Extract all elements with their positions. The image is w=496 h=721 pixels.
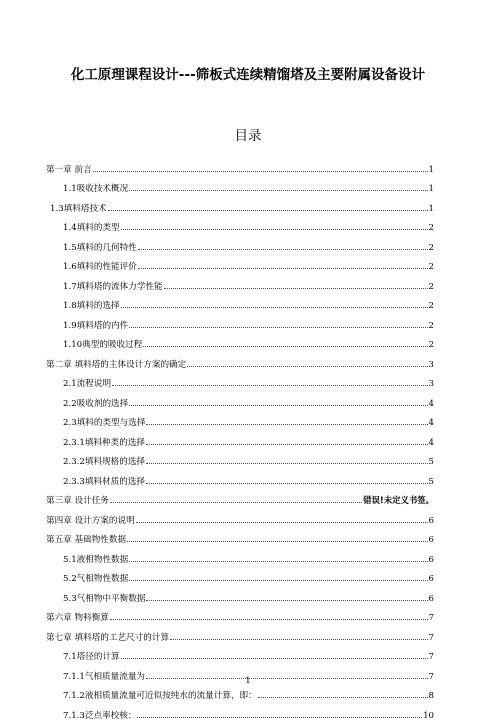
toc-entry-label: 7.1塔径的计算 bbox=[63, 652, 120, 662]
toc-entry-page: 1 bbox=[428, 203, 434, 214]
toc-entry-label: 1.7填料塔的流体力学性能 bbox=[63, 281, 163, 292]
toc-entry-page: 2 bbox=[428, 262, 434, 272]
toc-entry[interactable] bbox=[46, 701, 434, 721]
toc-entry-label: 第一章 前言 bbox=[46, 164, 92, 175]
toc-entry-label: 7.1.3泛点率校核： bbox=[63, 710, 137, 721]
toc-entry-page: 6 bbox=[428, 574, 434, 584]
toc-entry-page: 2 bbox=[428, 242, 434, 253]
toc-entry[interactable] bbox=[46, 526, 434, 546]
toc-heading: 目录 bbox=[234, 128, 262, 144]
toc-entry-label: 2.3.3填料材质的选择 bbox=[63, 476, 146, 487]
toc-entry[interactable] bbox=[46, 370, 434, 390]
toc-entry-label: 第四章 设计方案的说明 bbox=[46, 515, 135, 526]
toc-entry-page: 5 bbox=[428, 457, 434, 467]
toc-entry[interactable] bbox=[46, 389, 434, 409]
dot-leader bbox=[146, 462, 428, 464]
document-title: 化工原理课程设计---筛板式连续精馏塔及主要附属设备设计 bbox=[70, 68, 426, 83]
toc-entry-page: 6 bbox=[428, 535, 434, 545]
dot-leader bbox=[138, 248, 428, 250]
toc-entry-label: 第六章 物料衡算 bbox=[46, 613, 109, 623]
toc-entry[interactable] bbox=[46, 584, 434, 604]
toc-entry-page: 7 bbox=[428, 632, 434, 643]
toc-entry-page: 4 bbox=[428, 437, 434, 448]
toc-entry[interactable] bbox=[46, 409, 434, 429]
toc-entry-page: 6 bbox=[428, 554, 434, 565]
dot-leader bbox=[136, 521, 428, 523]
toc-entry[interactable] bbox=[46, 233, 434, 253]
toc-entry-label: 2.3填料的类型与选择 bbox=[63, 418, 146, 428]
dot-leader bbox=[93, 170, 428, 172]
toc-entry-page: 3 bbox=[428, 379, 434, 389]
dot-leader bbox=[129, 189, 427, 191]
toc-entry-label: 1.1吸收技术概况 bbox=[63, 184, 129, 194]
toc-entry-label: 1.9填料塔的内件 bbox=[63, 320, 129, 331]
toc-entry[interactable] bbox=[46, 155, 434, 175]
toc-entry[interactable] bbox=[46, 350, 434, 370]
dot-leader bbox=[164, 287, 428, 289]
toc-entry-page: 7 bbox=[428, 652, 434, 662]
toc-entry[interactable] bbox=[46, 487, 434, 507]
toc-entry-page: 7 bbox=[428, 613, 434, 623]
toc-entry[interactable] bbox=[46, 253, 434, 273]
toc-entry[interactable] bbox=[46, 604, 434, 624]
dot-leader bbox=[258, 696, 428, 698]
toc-entry[interactable] bbox=[46, 506, 434, 526]
toc-entry-page: 2 bbox=[428, 340, 434, 350]
toc-entry-page: 10 bbox=[423, 710, 434, 721]
toc-entry[interactable] bbox=[46, 311, 434, 331]
toc-entry-label: 第三章 设计任务 bbox=[46, 496, 109, 506]
dot-leader bbox=[129, 560, 427, 562]
toc-entry[interactable] bbox=[46, 565, 434, 585]
toc-entry-label: 1.3填料塔技术 bbox=[50, 203, 107, 214]
dot-leader bbox=[146, 482, 428, 484]
toc-entry-label: 5.1液相物性数据 bbox=[63, 554, 129, 565]
toc-entry-page: 4 bbox=[428, 398, 434, 409]
toc-entry[interactable] bbox=[46, 428, 434, 448]
toc-entry-page: 2 bbox=[428, 223, 434, 233]
toc-entry-label: 1.6填料的性能评价 bbox=[63, 262, 137, 272]
toc-entry-label: 第二章 填料塔的主体设计方案的确定 bbox=[46, 359, 187, 370]
dot-leader bbox=[121, 657, 428, 659]
toc-entry-page: 6 bbox=[428, 593, 434, 604]
page-number: 1 bbox=[245, 676, 251, 686]
dot-leader bbox=[127, 540, 427, 542]
dot-leader bbox=[146, 443, 428, 445]
dot-leader bbox=[187, 365, 427, 367]
toc-entry[interactable] bbox=[46, 467, 434, 487]
toc-entry[interactable] bbox=[46, 623, 434, 643]
dot-leader bbox=[129, 579, 427, 581]
toc-entry-page: 5 bbox=[428, 476, 434, 487]
table-of-contents bbox=[46, 155, 434, 721]
toc-entry[interactable] bbox=[46, 194, 434, 214]
toc-entry-page: 1 bbox=[428, 184, 434, 194]
toc-entry-page: 2 bbox=[428, 320, 434, 331]
toc-entry-label: 1.4填料的类型 bbox=[63, 223, 120, 233]
toc-entry-label: 5.2气相物性数据 bbox=[63, 574, 129, 584]
toc-entry[interactable] bbox=[46, 643, 434, 663]
toc-entry-label: 2.1流程说明 bbox=[63, 379, 112, 389]
toc-entry-label: 7.1.2液相质量流量可近似按纯水的流量计算，即： bbox=[63, 691, 257, 701]
toc-entry-label: 第七章 填料塔的工艺尺寸的计算 bbox=[46, 632, 170, 643]
toc-entry[interactable] bbox=[46, 292, 434, 312]
toc-entry-label: 1.5填料的几何特性 bbox=[63, 242, 137, 253]
toc-entry-label: 7.1.1气相质量流量为 bbox=[63, 671, 146, 682]
dot-leader bbox=[108, 209, 428, 211]
dot-leader bbox=[146, 423, 427, 425]
toc-entry-page: 8 bbox=[428, 691, 434, 701]
toc-entry-page: 3 bbox=[428, 359, 434, 370]
toc-entry-label: 5.3气相物中平衡数据 bbox=[63, 593, 146, 604]
toc-entry[interactable] bbox=[46, 175, 434, 195]
dot-leader bbox=[129, 326, 427, 328]
dot-leader bbox=[112, 384, 427, 386]
toc-entry-page: 7 bbox=[428, 671, 434, 682]
toc-entry-label: 1.8填料的选择 bbox=[63, 301, 120, 311]
toc-entry-label: 2.2吸收剂的选择 bbox=[63, 398, 129, 409]
toc-entry-label: 第五章 基础物性数据 bbox=[46, 535, 127, 545]
dot-leader bbox=[121, 306, 428, 308]
toc-entry-label: 2.3.2填料规格的选择 bbox=[63, 457, 146, 467]
toc-entry-label: 2.3.1填料种类的选择 bbox=[63, 437, 146, 448]
toc-entry[interactable] bbox=[46, 272, 434, 292]
dot-leader bbox=[138, 267, 428, 269]
dot-leader bbox=[146, 599, 427, 601]
dot-leader bbox=[110, 501, 362, 503]
dot-leader bbox=[129, 404, 427, 406]
dot-leader bbox=[110, 618, 428, 620]
toc-entry-page: 1 bbox=[428, 164, 434, 175]
toc-entry-label: 1.10典型的吸收过程 bbox=[63, 340, 143, 350]
dot-leader bbox=[121, 228, 428, 230]
dot-leader bbox=[137, 716, 422, 718]
toc-entry[interactable] bbox=[46, 448, 434, 468]
dot-leader bbox=[143, 345, 427, 347]
toc-entry[interactable] bbox=[46, 331, 434, 351]
toc-entry-page: 2 bbox=[428, 281, 434, 292]
toc-entry-page: 6 bbox=[428, 515, 434, 526]
toc-entry-page: 2 bbox=[428, 301, 434, 311]
toc-entry-page: 错误!未定义书签。 bbox=[363, 495, 434, 505]
toc-entry[interactable] bbox=[46, 545, 434, 565]
dot-leader bbox=[170, 638, 427, 640]
toc-entry-page: 4 bbox=[428, 418, 434, 428]
toc-entry[interactable] bbox=[46, 214, 434, 234]
